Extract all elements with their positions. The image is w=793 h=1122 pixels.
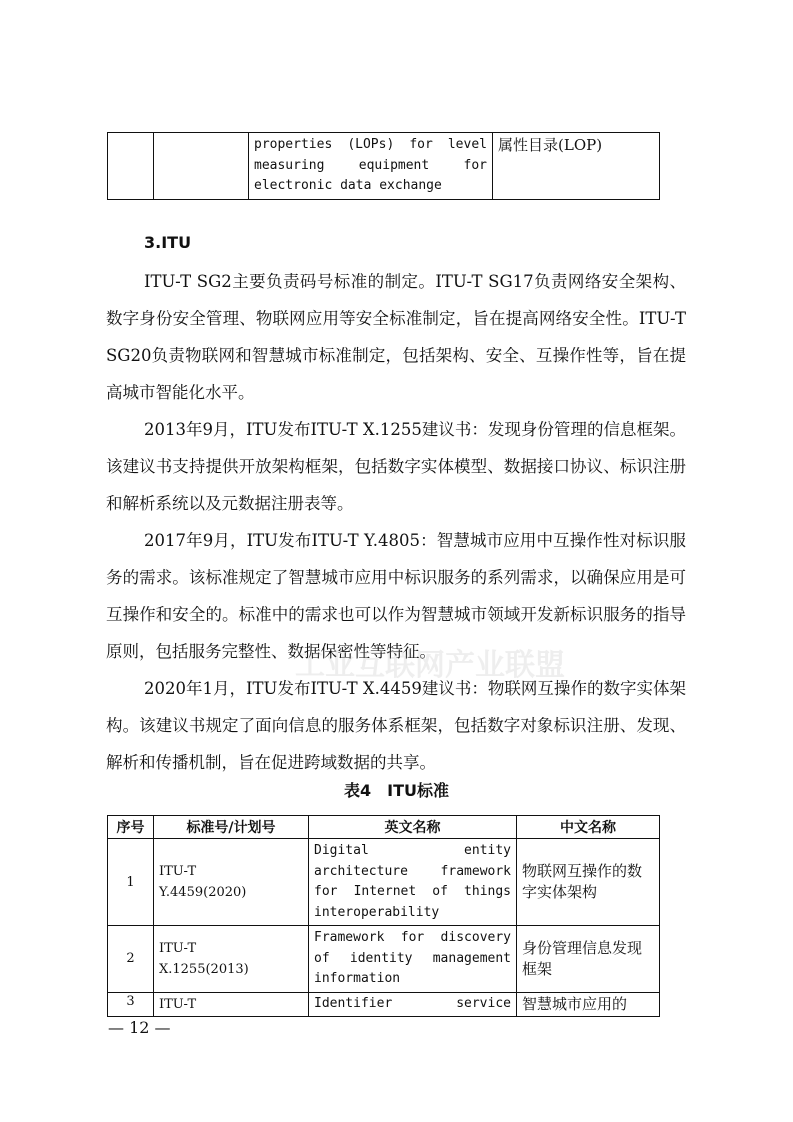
section-heading: 3.ITU bbox=[144, 233, 192, 252]
english-line: properties (LOPs) for level bbox=[254, 137, 487, 152]
table-cell-chinese-name: 智慧城市应用的 bbox=[517, 992, 660, 1016]
header-code: 标准号/计划号 bbox=[154, 816, 309, 839]
table-cell-chinese-name: 物联网互操作的数字实体架构 bbox=[517, 839, 660, 926]
english-line: Framework for discovery bbox=[314, 930, 511, 945]
table-caption: 表4 ITU标准 bbox=[344, 781, 449, 800]
table-cell-code bbox=[154, 926, 309, 993]
table-cell-number bbox=[108, 133, 154, 200]
code-line: ITU-T bbox=[159, 940, 197, 956]
itu-standards-table bbox=[107, 815, 660, 1017]
table-cell-chinese-name: 属性目录(LOP) bbox=[493, 133, 660, 200]
paragraph: 2020年1月，ITU发布ITU-T X.4459建议书：物联网互操作的数字实体架构。该建议书规定了面向信息的服务体系框架，包括数字对象标识注册、发现、解析和传播机制，旨在促进跨域数据的共享。 bbox=[106, 679, 686, 772]
paragraph: ITU-T SG2主要负责码号标准的制定。ITU-T SG17负责网络安全架构、数字身份安全管理、物联网应用等安全标准制定，旨在提高网络安全性。ITU-T SG20负责物联网和智慧城市标准制定，包括架构、安全、互操作性等，旨在提高城市智能化水平。 bbox=[106, 272, 686, 402]
english-line: Identifier service bbox=[314, 995, 511, 1011]
table-cell-code bbox=[154, 839, 309, 926]
table-cell-number: 2 bbox=[108, 926, 154, 993]
table-cell-chinese-name: 身份管理信息发现框架 bbox=[517, 926, 660, 993]
english-line: electronic data exchange bbox=[254, 178, 442, 193]
table-cell-english-name bbox=[309, 992, 517, 1016]
table-cell-code bbox=[154, 992, 309, 1016]
table-cell-english-name bbox=[309, 839, 517, 926]
english-line: information bbox=[314, 971, 401, 986]
table-cell-code bbox=[154, 133, 249, 200]
code-line: Y.4459(2020) bbox=[159, 885, 247, 900]
table-row bbox=[108, 839, 660, 926]
table-row bbox=[108, 992, 660, 1016]
code-line: ITU-T bbox=[159, 996, 197, 1012]
header-chinese-name: 中文名称 bbox=[517, 816, 660, 839]
code-line: ITU-T bbox=[159, 864, 197, 879]
watermark: 工业互联网产业联盟 bbox=[295, 648, 565, 683]
paragraph: 2017年9月，ITU发布ITU-T Y.4805：智慧城市应用中互操作性对标识服务的需求。该标准规定了智慧城市应用中标识服务的系列需求，以确保应用是可互操作和安全的。标准中的需求也可以作为智慧城市领域开发新标识服务的指导原则，包括服务完整性、数据保密性等特征。 bbox=[106, 531, 686, 661]
code-line: X.1255(2013) bbox=[159, 961, 249, 977]
table-header-row bbox=[108, 816, 660, 839]
english-line: of identity management bbox=[314, 950, 511, 966]
english-line: Digital entity bbox=[314, 843, 511, 858]
english-line: architecture framework bbox=[314, 863, 511, 879]
header-english-name: 英文名称 bbox=[309, 816, 517, 839]
paragraph: 2013年9月，ITU发布ITU-T X.1255建议书：发现身份管理的信息框架。该建议书支持提供开放架构框架，包括数字实体模型、数据接口协议、标识注册和解析系统以及元数据注册表等。 bbox=[106, 420, 686, 513]
page-number: — 12 — bbox=[108, 1018, 171, 1037]
english-line: interoperability bbox=[314, 904, 440, 920]
table-row bbox=[108, 926, 660, 993]
table-cell-number: 1 bbox=[108, 839, 154, 926]
english-line: for Internet of things bbox=[314, 884, 511, 899]
header-number: 序号 bbox=[108, 816, 154, 839]
table-row bbox=[108, 133, 660, 200]
table-cell-english-name bbox=[309, 926, 517, 993]
continuation-table bbox=[107, 132, 660, 200]
table-cell-english-name bbox=[249, 133, 493, 200]
table-cell-number: 3 bbox=[108, 992, 154, 1016]
english-line: measuring equipment for bbox=[254, 157, 487, 173]
